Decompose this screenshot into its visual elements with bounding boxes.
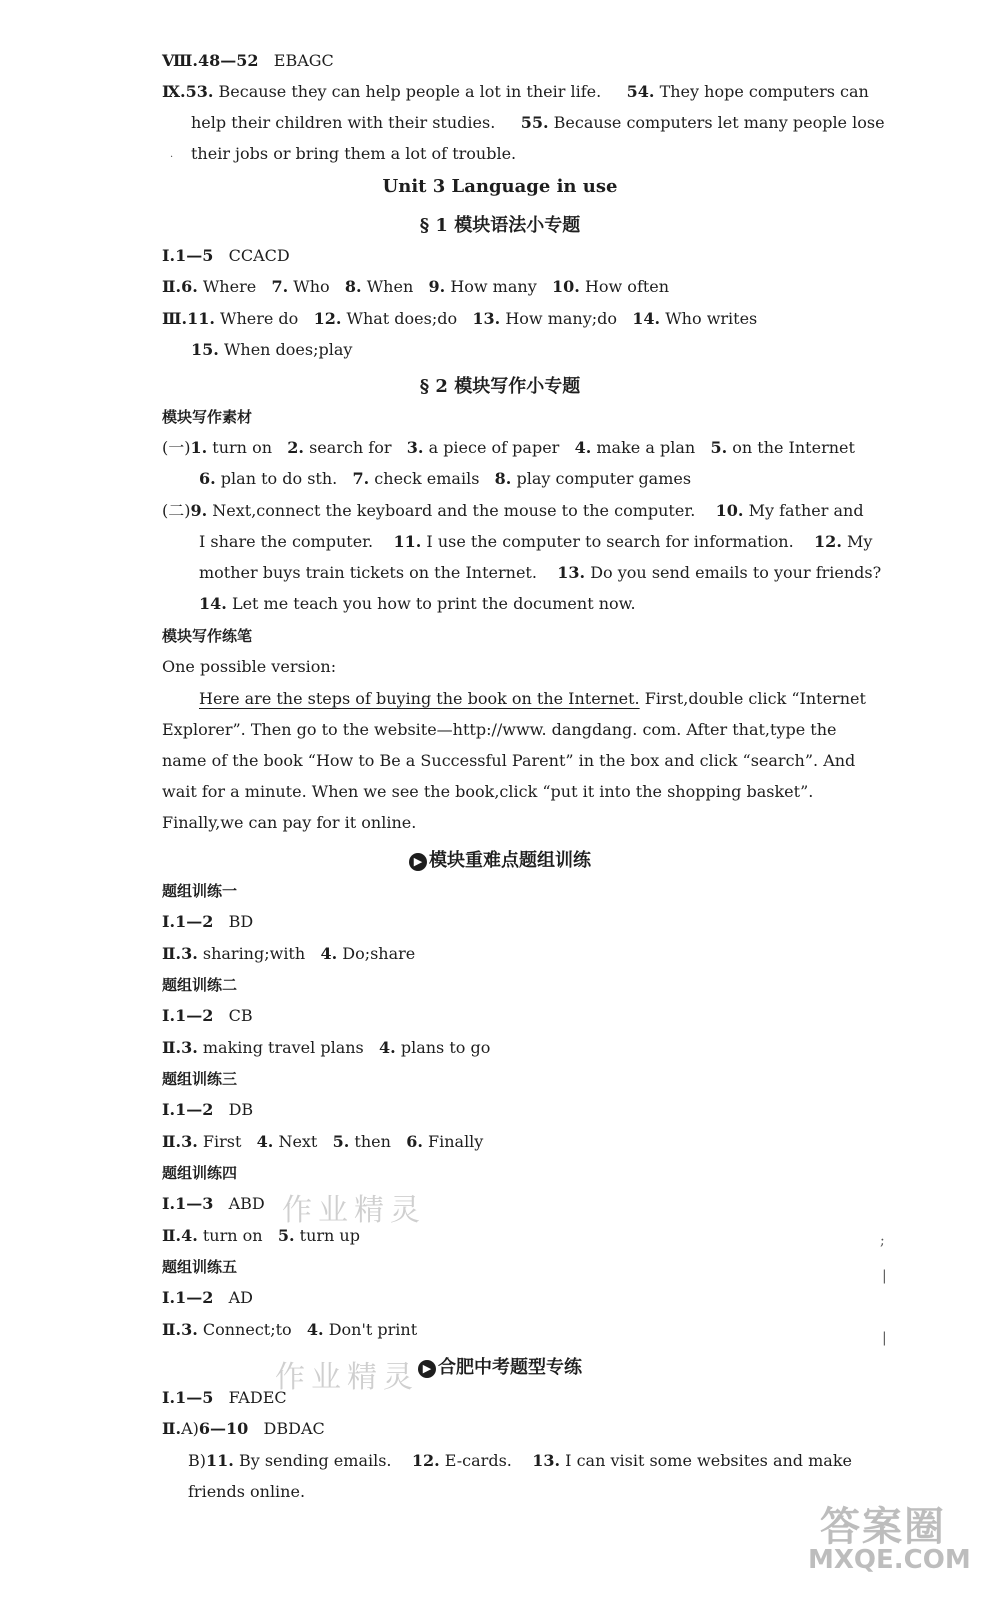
scan-mark: |: [882, 1330, 887, 1346]
answer-line-viii: Ⅷ.48—52 EBAGC: [162, 51, 334, 70]
scan-mark: ·: [170, 152, 174, 163]
material-heading: 模块写作素材: [162, 408, 253, 426]
training-4-line-i: Ⅰ.1—3 ABD: [162, 1194, 265, 1213]
hefei-line-iii-2: friends online.: [188, 1482, 306, 1501]
hefei-line-iii: B)11. By sending emails. 12. E-cards. 13. I can visit some websites and make: [188, 1451, 852, 1470]
watermark-logo: 答案圈: [820, 1504, 946, 1550]
training-2-line-ii: Ⅱ.3. making travel plans 4. plans to go: [162, 1038, 491, 1057]
training-3-heading: 题组训练三: [162, 1070, 238, 1088]
grammar-line-iii: Ⅲ.11. Where do 12. What does;do 13. How many;do 14. Who writes: [162, 309, 758, 328]
training-1-line-ii: Ⅱ.3. sharing;with 4. Do;share: [162, 944, 416, 963]
material-line-3: (二)9. Next,connect the keyboard and the mouse to the computer. 10. My father and: [162, 501, 864, 520]
grammar-line-i: Ⅰ.1—5 CCACD: [162, 246, 290, 265]
hefei-line-ii: Ⅱ.A)6—10 DBDAC: [162, 1419, 325, 1438]
unit-title: Unit 3 Language in use: [382, 176, 618, 197]
section-4-heading: ▶ 合肥中考题型专练: [0, 1353, 1000, 1379]
training-4-heading: 题组训练四: [162, 1164, 238, 1182]
training-5-heading: 题组训练五: [162, 1258, 238, 1276]
play-circle-icon: ▶: [418, 1360, 436, 1378]
training-5-line-ii: Ⅱ.3. Connect;to 4. Don't print: [162, 1320, 418, 1339]
answer-line-ix-3: their jobs or bring them a lot of trouble.: [191, 144, 517, 163]
material-line-5: mother buys train tickets on the Internet. 13. Do you send emails to your friends?: [199, 563, 882, 582]
essay-line-3: name of the book “How to Be a Successful Parent” in the box and click “search”. And: [162, 751, 856, 770]
section-1-heading: § 1 模块语法小专题: [419, 215, 581, 236]
training-4-line-ii: Ⅱ.4. turn on 5. turn up: [162, 1226, 360, 1245]
training-5-line-i: Ⅰ.1—2 AD: [162, 1288, 253, 1307]
essay-line-4: wait for a minute. When we see the book,click “put it into the shopping basket”.: [162, 782, 814, 801]
material-line-2: 6. plan to do sth. 7. check emails 8. play computer games: [199, 469, 692, 488]
material-line-1: (一)1. turn on 2. search for 3. a piece of paper 4. make a plan 5. on the Internet: [162, 438, 855, 457]
scan-mark: ;: [880, 1233, 885, 1249]
training-1-heading: 题组训练一: [162, 882, 238, 900]
scan-mark: |: [882, 1268, 887, 1284]
training-3-line-i: Ⅰ.1—2 DB: [162, 1100, 254, 1119]
version-label: One possible version:: [162, 657, 337, 676]
answer-line-ix: Ⅸ.53. Because they can help people a lot in their life. 54. They hope computers can: [162, 82, 869, 101]
answer-line-ix-2: help their children with their studies. 55. Because computers let many people lose: [191, 113, 885, 132]
section-3-heading: ▶ 模块重难点题组训练: [0, 846, 1000, 872]
grammar-line-ii: Ⅱ.6. Where 7. Who 8. When 9. How many 10. How often: [162, 277, 670, 296]
practice-heading: 模块写作练笔: [162, 627, 253, 645]
training-3-line-ii: Ⅱ.3. First 4. Next 5. then 6. Finally: [162, 1132, 484, 1151]
essay-line-2: Explorer”. Then go to the website—http://www. dangdang. com. After that,type the: [162, 720, 837, 739]
play-circle-icon: ▶: [409, 853, 427, 871]
training-2-heading: 题组训练二: [162, 976, 238, 994]
material-line-4: I share the computer. 11. I use the computer to search for information. 12. My: [199, 532, 873, 551]
section-2-heading: § 2 模块写作小专题: [419, 376, 581, 397]
grammar-line-iii-2: 15. When does;play: [191, 340, 353, 359]
essay-line-1: Here are the steps of buying the book on the Internet. First,double click “Internet: [199, 689, 866, 708]
watermark-site: MXQE.COM: [808, 1545, 971, 1575]
watermark-text: 作业精灵: [282, 1193, 426, 1228]
material-line-6: 14. Let me teach you how to print the document now.: [199, 594, 636, 613]
watermark-text: 作业精灵: [275, 1360, 419, 1395]
training-2-line-i: Ⅰ.1—2 CB: [162, 1006, 253, 1025]
essay-line-5: Finally,we can pay for it online.: [162, 813, 417, 832]
hefei-line-i: Ⅰ.1—5 FADEC: [162, 1388, 287, 1407]
training-1-line-i: Ⅰ.1—2 BD: [162, 912, 254, 931]
